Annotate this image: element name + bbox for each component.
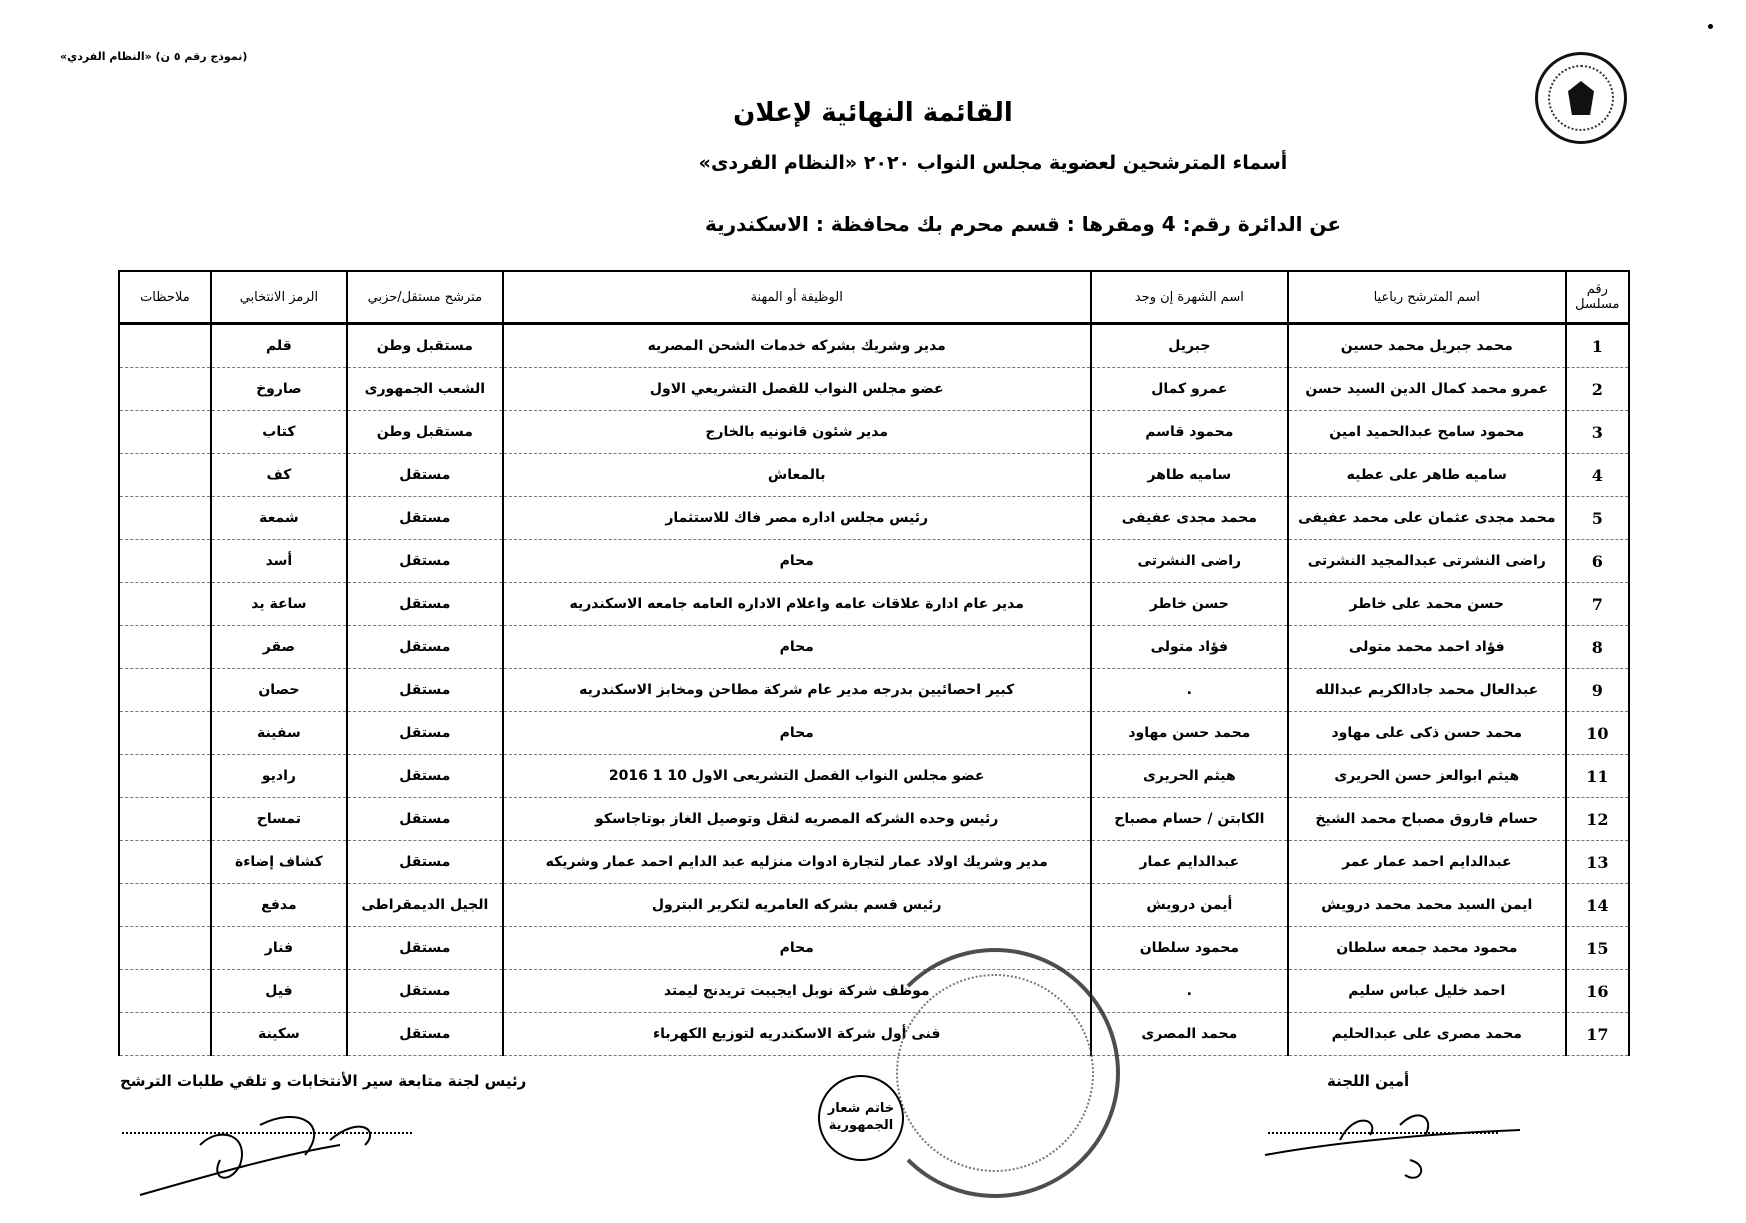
cell-job: موظف شركة نوبل ايجيبت تريدنج ليمتد bbox=[503, 970, 1091, 1013]
cell-type: مستقبل وطن bbox=[347, 411, 503, 454]
cell-symbol: شمعة bbox=[211, 497, 347, 540]
cell-name: محمد جبريل محمد حسين bbox=[1288, 324, 1566, 368]
cell-symbol: صاروخ bbox=[211, 368, 347, 411]
cell-job: رئيس قسم بشركه العامريه لتكرير البترول bbox=[503, 884, 1091, 927]
cell-num: 10 bbox=[1566, 712, 1629, 755]
table-row bbox=[119, 324, 1629, 368]
cell-notes bbox=[119, 841, 211, 884]
header-known-as: اسم الشهرة إن وجد bbox=[1091, 271, 1288, 324]
candidates-table bbox=[118, 270, 1630, 1056]
cell-type: مستقل bbox=[347, 626, 503, 669]
table-row bbox=[119, 497, 1629, 540]
cell-name: ساميه طاهر على عطيه bbox=[1288, 454, 1566, 497]
cell-symbol: ساعة يد bbox=[211, 583, 347, 626]
cell-type: الجيل الديمقراطى bbox=[347, 884, 503, 927]
republic-seal-placeholder: خاتم شعار الجمهورية bbox=[818, 1075, 904, 1161]
cell-notes bbox=[119, 712, 211, 755]
header-type: مترشح مستقل/حزبي bbox=[347, 271, 503, 324]
cell-type: مستقبل وطن bbox=[347, 324, 503, 368]
table-row bbox=[119, 411, 1629, 454]
cell-known-as: عبدالدايم عمار bbox=[1091, 841, 1288, 884]
cell-symbol: كف bbox=[211, 454, 347, 497]
cell-known-as: جبريل bbox=[1091, 324, 1288, 368]
cell-known-as: الكابتن / حسام مصباح bbox=[1091, 798, 1288, 841]
table-row bbox=[119, 626, 1629, 669]
cell-name: فؤاد احمد محمد متولى bbox=[1288, 626, 1566, 669]
left-signatory-label: رئيس لجنة متابعة سير الأنتخابات و تلقي طلبات الترشح bbox=[120, 1072, 527, 1090]
table-row bbox=[119, 540, 1629, 583]
cell-known-as: . bbox=[1091, 669, 1288, 712]
cell-num: 11 bbox=[1566, 755, 1629, 798]
cell-notes bbox=[119, 884, 211, 927]
cell-job: مدير وشريك بشركه خدمات الشحن المصريه bbox=[503, 324, 1091, 368]
cell-num: 13 bbox=[1566, 841, 1629, 884]
cell-num: 15 bbox=[1566, 927, 1629, 970]
cell-num: 14 bbox=[1566, 884, 1629, 927]
cell-known-as: فؤاد متولى bbox=[1091, 626, 1288, 669]
table-row bbox=[119, 970, 1629, 1013]
cell-type: مستقل bbox=[347, 1013, 503, 1056]
cell-type: مستقل bbox=[347, 497, 503, 540]
cell-num: 6 bbox=[1566, 540, 1629, 583]
cell-name: حسن محمد على خاطر bbox=[1288, 583, 1566, 626]
cell-job: محام bbox=[503, 712, 1091, 755]
page-title: القائمة النهائية لإعلان bbox=[733, 98, 1013, 128]
cell-known-as: محمود قاسم bbox=[1091, 411, 1288, 454]
cell-num: 7 bbox=[1566, 583, 1629, 626]
cell-type: مستقل bbox=[347, 583, 503, 626]
cell-job: فنى أول شركة الاسكندريه لتوزيع الكهرباء bbox=[503, 1013, 1091, 1056]
cell-symbol: أسد bbox=[211, 540, 347, 583]
cell-known-as: ساميه طاهر bbox=[1091, 454, 1288, 497]
cell-symbol: مدفع bbox=[211, 884, 347, 927]
cell-symbol: فيل bbox=[211, 970, 347, 1013]
cell-known-as: محمد المصرى bbox=[1091, 1013, 1288, 1056]
cell-num: 2 bbox=[1566, 368, 1629, 411]
cell-notes bbox=[119, 669, 211, 712]
table-header-row bbox=[119, 271, 1629, 324]
right-signatory-label: أمين اللجنة bbox=[1327, 1072, 1410, 1090]
cell-symbol: سفينة bbox=[211, 712, 347, 755]
cell-notes bbox=[119, 368, 211, 411]
cell-notes bbox=[119, 798, 211, 841]
cell-job: مدير عام ادارة علاقات عامه واعلام الاداره العامه جامعه الاسكندريه bbox=[503, 583, 1091, 626]
cell-num: 4 bbox=[1566, 454, 1629, 497]
cell-name: عمرو محمد كمال الدين السيد حسن bbox=[1288, 368, 1566, 411]
table-row bbox=[119, 669, 1629, 712]
cell-name: محمد مجدى عثمان على محمد عفيفى bbox=[1288, 497, 1566, 540]
cell-symbol: حصان bbox=[211, 669, 347, 712]
cell-known-as: أيمن درويش bbox=[1091, 884, 1288, 927]
cell-type: مستقل bbox=[347, 540, 503, 583]
cell-type: الشعب الجمهورى bbox=[347, 368, 503, 411]
cell-symbol: كتاب bbox=[211, 411, 347, 454]
cell-job: محام bbox=[503, 540, 1091, 583]
cell-symbol: كشاف إضاءة bbox=[211, 841, 347, 884]
cell-name: عبدالدايم احمد عمار عمر bbox=[1288, 841, 1566, 884]
cell-num: 5 bbox=[1566, 497, 1629, 540]
handwritten-signature-icon bbox=[1260, 1090, 1540, 1190]
cell-name: ايمن السيد محمد محمد درويش bbox=[1288, 884, 1566, 927]
header-name: اسم المترشح رباعيا bbox=[1288, 271, 1566, 324]
cell-symbol: تمساح bbox=[211, 798, 347, 841]
table-row bbox=[119, 454, 1629, 497]
handwritten-signature-icon bbox=[130, 1085, 430, 1205]
cell-name: راضى النشرتى عبدالمجيد النشرتى bbox=[1288, 540, 1566, 583]
cell-type: مستقل bbox=[347, 669, 503, 712]
cell-job: عضو مجلس النواب للفصل التشريعي الاول bbox=[503, 368, 1091, 411]
cell-name: محمد حسن ذكى على مهاود bbox=[1288, 712, 1566, 755]
header-symbol: الرمز الانتخابي bbox=[211, 271, 347, 324]
cell-known-as: محمود سلطان bbox=[1091, 927, 1288, 970]
cell-name: محمود سامح عبدالحميد امين bbox=[1288, 411, 1566, 454]
cell-known-as: راضى النشرتى bbox=[1091, 540, 1288, 583]
cell-job: مدير وشريك اولاد عمار لتجارة ادوات منزليه عبد الدايم احمد عمار وشريكه bbox=[503, 841, 1091, 884]
cell-symbol: سكينة bbox=[211, 1013, 347, 1056]
cell-num: 9 bbox=[1566, 669, 1629, 712]
table-row bbox=[119, 755, 1629, 798]
cell-num: 17 bbox=[1566, 1013, 1629, 1056]
cell-type: مستقل bbox=[347, 841, 503, 884]
page-subtitle: أسماء المترشحين لعضوية مجلس النواب ٢٠٢٠ «النظام الفردى» bbox=[698, 152, 1288, 174]
header-job: الوظيفة أو المهنة bbox=[503, 271, 1091, 324]
form-label: (نموذج رقم ٥ ن) «النظام الفردي» bbox=[60, 50, 248, 63]
cell-num: 3 bbox=[1566, 411, 1629, 454]
cell-notes bbox=[119, 411, 211, 454]
cell-job: محام bbox=[503, 626, 1091, 669]
cell-name: محمود محمد جمعه سلطان bbox=[1288, 927, 1566, 970]
cell-job: بالمعاش bbox=[503, 454, 1091, 497]
cell-known-as: محمد مجدى عفيفى bbox=[1091, 497, 1288, 540]
cell-symbol: صقر bbox=[211, 626, 347, 669]
cell-job: رئيس مجلس اداره مصر فاك للاستثمار bbox=[503, 497, 1091, 540]
cell-notes bbox=[119, 497, 211, 540]
cell-symbol: قلم bbox=[211, 324, 347, 368]
cell-name: هيثم ابوالعز حسن الحريرى bbox=[1288, 755, 1566, 798]
cell-num: 12 bbox=[1566, 798, 1629, 841]
cell-symbol: راديو bbox=[211, 755, 347, 798]
table-row bbox=[119, 798, 1629, 841]
cell-notes bbox=[119, 1013, 211, 1056]
official-round-stamp-icon bbox=[870, 948, 1120, 1198]
cell-known-as: حسن خاطر bbox=[1091, 583, 1288, 626]
cell-job: رئيس وحده الشركه المصريه لنقل وتوصيل الغاز بوتاجاسكو bbox=[503, 798, 1091, 841]
header-num: رقم مسلسل bbox=[1566, 271, 1629, 324]
cell-num: 8 bbox=[1566, 626, 1629, 669]
cell-type: مستقل bbox=[347, 712, 503, 755]
cell-type: مستقل bbox=[347, 970, 503, 1013]
cell-notes bbox=[119, 454, 211, 497]
cell-notes bbox=[119, 626, 211, 669]
cell-num: 16 bbox=[1566, 970, 1629, 1013]
cell-notes bbox=[119, 970, 211, 1013]
cell-name: حسام فاروق مصباح محمد الشيخ bbox=[1288, 798, 1566, 841]
cell-type: مستقل bbox=[347, 755, 503, 798]
cell-notes bbox=[119, 583, 211, 626]
table-row bbox=[119, 368, 1629, 411]
cell-known-as: محمد حسن مهاود bbox=[1091, 712, 1288, 755]
table-row bbox=[119, 841, 1629, 884]
cell-job: عضو مجلس النواب الفصل التشريعى الاول 10 1 2016 bbox=[503, 755, 1091, 798]
cell-job: كبير احصائيين بدرجه مدير عام شركة مطاحن ومخابز الاسكندريه bbox=[503, 669, 1091, 712]
scan-mark bbox=[1708, 24, 1713, 29]
cell-num: 1 bbox=[1566, 324, 1629, 368]
cell-known-as: . bbox=[1091, 970, 1288, 1013]
cell-job: محام bbox=[503, 927, 1091, 970]
cell-notes bbox=[119, 324, 211, 368]
table-row bbox=[119, 583, 1629, 626]
table-row bbox=[119, 884, 1629, 927]
cell-notes bbox=[119, 927, 211, 970]
cell-name: عبدالعال محمد جادالكريم عبدالله bbox=[1288, 669, 1566, 712]
cell-job: مدير شئون قانونيه بالخارج bbox=[503, 411, 1091, 454]
cell-known-as: هيثم الحريرى bbox=[1091, 755, 1288, 798]
district-line: عن الدائرة رقم: 4 ومقرها : قسم محرم بك محافظة : الاسكندرية bbox=[704, 212, 1342, 236]
cell-name: محمد مصرى على عبدالحليم bbox=[1288, 1013, 1566, 1056]
header-notes: ملاحظات bbox=[119, 271, 211, 324]
cell-type: مستقل bbox=[347, 798, 503, 841]
cell-notes bbox=[119, 540, 211, 583]
cell-known-as: عمرو كمال bbox=[1091, 368, 1288, 411]
cell-type: مستقل bbox=[347, 927, 503, 970]
table-row bbox=[119, 712, 1629, 755]
cell-symbol: فنار bbox=[211, 927, 347, 970]
cell-notes bbox=[119, 755, 211, 798]
table-row bbox=[119, 927, 1629, 970]
cell-type: مستقل bbox=[347, 454, 503, 497]
cell-name: احمد خليل عباس سليم bbox=[1288, 970, 1566, 1013]
